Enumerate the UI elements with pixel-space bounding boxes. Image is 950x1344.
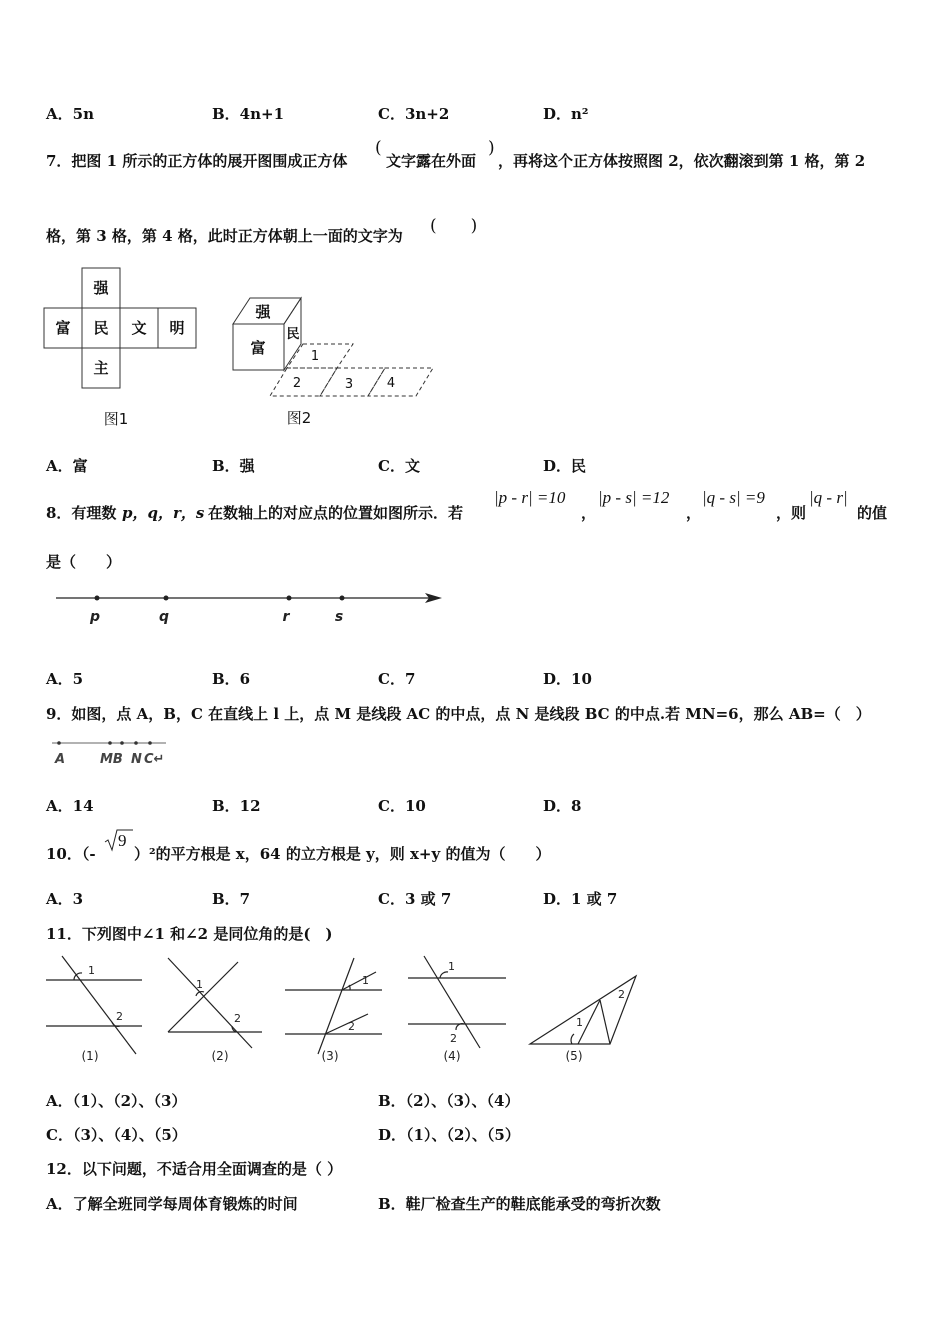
q11-stem: 11．下列图中∠1 和∠2 是同位角的是( ) xyxy=(46,925,333,943)
q8-comma1: ， xyxy=(581,504,597,522)
q8-stem-pre: 8．有理数 xyxy=(46,504,117,522)
q11-option-a: A．（1）、（2）、（3） xyxy=(46,1092,187,1110)
point-c xyxy=(148,741,152,745)
q9-option-c: C．10 xyxy=(378,797,426,815)
figure-4 xyxy=(408,956,506,1048)
net-text-fu: 富 xyxy=(55,319,71,337)
q7-stem-part3: ，再将这个正方体按照图 2，依次翻滚到第 1 格，第 2 xyxy=(498,152,866,170)
q8-vars: p，q，r，s xyxy=(122,504,205,522)
label-p: p xyxy=(89,609,101,625)
q7-option-d: D．民 xyxy=(543,457,587,475)
fig4-angle-1: 1 xyxy=(448,960,455,973)
grid-cell-1 xyxy=(287,344,353,368)
fig4-angle-2: 2 xyxy=(450,1032,457,1045)
figure2-caption: 图2 xyxy=(286,409,312,427)
q7-lparen: ( xyxy=(375,138,382,158)
q8-then: ，则 xyxy=(776,504,807,522)
fig-caption-5: (5) xyxy=(565,1049,583,1063)
q7-figure2-rolling-cube xyxy=(225,290,445,435)
q7-option-c: C．文 xyxy=(378,457,420,475)
q8-tail: 的值 xyxy=(857,504,888,522)
q8-option-b: B．6 xyxy=(212,670,251,688)
label-q: q xyxy=(158,609,170,625)
q10-option-b: B．7 xyxy=(212,890,251,908)
q8-number-line xyxy=(50,585,450,630)
q7-figure1-cube-net xyxy=(40,262,215,437)
fig2-angle-1: 1 xyxy=(196,978,203,991)
grid-cell-4 xyxy=(368,368,433,396)
q8-comma2: ， xyxy=(686,504,702,522)
fig5-angle-1: 1 xyxy=(576,1016,583,1029)
fig1-angle-1: 1 xyxy=(88,964,95,977)
cube-text-top: 强 xyxy=(255,303,271,321)
q8-stem-mid: 在数轴上的对应点的位置如图所示．若 xyxy=(208,504,464,522)
point-r xyxy=(287,596,292,601)
net-text-qiang: 强 xyxy=(93,279,109,297)
cube-text-side: 民 xyxy=(286,327,300,342)
point-b xyxy=(120,741,124,745)
figure-2 xyxy=(168,958,262,1048)
label-s: s xyxy=(334,609,344,625)
cube-text-front: 富 xyxy=(250,339,266,357)
point-p xyxy=(95,596,100,601)
point-s xyxy=(340,596,345,601)
label-a: A xyxy=(55,752,66,767)
q8-eq4: |q - r| xyxy=(809,488,848,507)
q10-option-a: A．3 xyxy=(46,890,84,908)
q11-option-b: B．（2）、（3）、（4） xyxy=(378,1092,520,1110)
q7-stem-line2: 格，第 3 格，第 4 格，此时正方体朝上一面的文字为 xyxy=(46,227,403,245)
q11-angle-figures xyxy=(40,950,650,1070)
q7-blank: ( ) xyxy=(430,216,478,236)
figure-5 xyxy=(530,976,636,1044)
q8-stem-line2: 是（ ） xyxy=(46,553,122,571)
label-r: r xyxy=(282,609,290,625)
label-mb: MB xyxy=(100,752,123,767)
q10-option-d: D．1 或 7 xyxy=(543,890,618,908)
q10-stem-pre: 10．（- xyxy=(46,845,96,863)
q10-option-c: C．3 或 7 xyxy=(378,890,452,908)
net-text-wen: 文 xyxy=(131,319,147,337)
q8-option-a: A．5 xyxy=(46,670,84,688)
fig-caption-2: (2) xyxy=(211,1049,229,1063)
fig-caption-3: (3) xyxy=(321,1049,339,1063)
q7-option-b: B．强 xyxy=(212,457,255,475)
q10-stem-post: ）²的平方根是 x，64 的立方根是 y，则 x+y 的值为（ ） xyxy=(134,845,551,863)
fig-caption-4: (4) xyxy=(443,1049,461,1063)
grid-label-3: 3 xyxy=(344,377,354,392)
point-m xyxy=(108,741,112,745)
q9-option-d: D．8 xyxy=(543,797,582,815)
q8-eq3: |q - s| =9 xyxy=(702,488,765,507)
q12-option-a: A．了解全班同学每周体育锻炼的时间 xyxy=(46,1195,298,1213)
net-text-zhu: 主 xyxy=(93,359,109,377)
q7-option-a: A．富 xyxy=(46,457,88,475)
q10-radicand: 9 xyxy=(118,831,127,850)
q6-option-d: D．n² xyxy=(543,105,589,123)
q6-option-c: C．3n+2 xyxy=(378,105,450,123)
label-n: N xyxy=(131,752,142,767)
point-q xyxy=(164,596,169,601)
grid-label-2: 2 xyxy=(292,376,302,391)
q12-stem: 12．以下问题，不适合用全面调查的是（ ） xyxy=(46,1160,343,1178)
net-text-ming: 明 xyxy=(169,319,185,337)
fig1-angle-2: 2 xyxy=(116,1010,123,1023)
grid-cell-2 xyxy=(270,368,337,396)
q8-eq1: |p - r| =10 xyxy=(494,488,566,507)
fig3-angle-2: 2 xyxy=(348,1020,355,1033)
q11-option-c: C．（3）、（4）、（5） xyxy=(46,1126,187,1144)
q6-option-a: A．5n xyxy=(46,105,94,123)
fig2-angle-2: 2 xyxy=(234,1012,241,1025)
fig5-angle-2: 2 xyxy=(618,988,625,1001)
q8-option-d: D．10 xyxy=(543,670,592,688)
grid-label-4: 4 xyxy=(386,376,396,391)
q9-option-b: B．12 xyxy=(212,797,261,815)
fig-caption-1: (1) xyxy=(81,1049,99,1063)
grid-label-1: 1 xyxy=(310,349,320,364)
q7-rparen: ) xyxy=(488,138,495,158)
q9-line-diagram xyxy=(50,735,180,770)
q8-eq2: |p - s| =12 xyxy=(598,488,670,507)
label-c: C↵ xyxy=(144,752,165,767)
figure-3 xyxy=(285,958,382,1054)
q7-stem-part2: 文字露在外面 xyxy=(386,152,477,170)
point-n xyxy=(134,741,138,745)
q9-stem: 9．如图，点 A，B，C 在直线上 l 上，点 M 是线段 AC 的中点，点 N 是线段 BC 的中点.若 MN=6，那么 AB=（ ） xyxy=(46,705,871,723)
q6-option-b: B．4n+1 xyxy=(212,105,285,123)
q9-option-a: A．14 xyxy=(46,797,94,815)
q11-option-d: D．（1）、（2）、（5） xyxy=(378,1126,520,1144)
q12-option-b: B．鞋厂检查生产的鞋底能承受的弯折次数 xyxy=(378,1195,661,1213)
figure1-caption: 图1 xyxy=(103,410,129,428)
fig3-angle-1: 1 xyxy=(362,974,369,987)
net-text-min: 民 xyxy=(93,319,109,337)
point-a xyxy=(57,741,61,745)
q7-stem-part1: 7．把图 1 所示的正方体的展开图围成正方体 xyxy=(46,152,348,170)
q8-option-c: C．7 xyxy=(378,670,416,688)
